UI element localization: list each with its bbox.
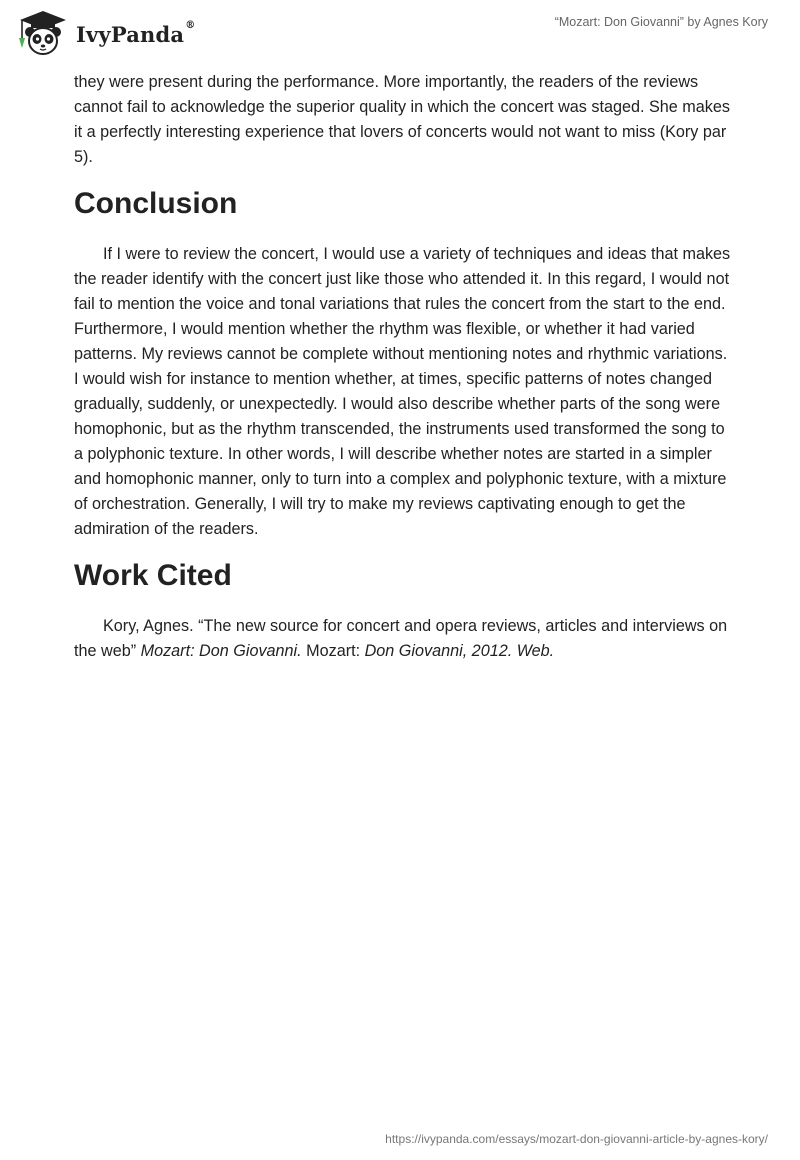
intro-paragraph: they were present during the performance. More importantly, the readers of the reviews cannot fail to acknowledge the superior quality in which the concert was staged. She makes it a perfectly interesting experience that lovers of concerts would not want to miss (Kory par 5). bbox=[74, 73, 730, 166]
citation-author-title: Kory, Agnes. “The new source for concert and opera reviews, articles and interviews on the web” bbox=[74, 617, 728, 660]
conclusion-heading: Conclusion bbox=[74, 187, 238, 220]
essay-content bbox=[74, 70, 734, 664]
citation-entry bbox=[74, 614, 734, 664]
page-header bbox=[0, 0, 800, 64]
conclusion-paragraph: If I were to review the concert, I would use a variety of techniques and ideas that makes the reader identify with the concert just like those who attended it. In this regard, I would not fail to mention the voice and tonal variations that rules the concert from the start to the end. Furthermore, I would mention whether the rhythm was flexible, or whether it had varied patterns. My reviews cannot be complete without mentioning notes and rhythmic variations. I would wish for instance to mention whether, at times, specific patterns of notes changed gradually, suddenly, or unexpectedly. I would also describe whether parts of the song were homophonic, but as the rhythm transcended, the instruments used transformed the song to a polyphonic texture. In other words, I will describe whether notes are started in a simpler and homophonic manner, only to turn into a complex and polyphonic texture, with a mixture of orchestration. Generally, I will try to make my reviews captivating enough to get the admiration of the readers. bbox=[74, 245, 731, 538]
panda-graduation-cap-icon bbox=[14, 8, 72, 58]
registered-mark: ® bbox=[185, 19, 196, 31]
citation-date-medium: Don Giovanni, 2012. Web. bbox=[364, 642, 555, 660]
brand-name: IvyPanda® bbox=[76, 19, 196, 47]
footer-source-url[interactable]: https://ivypanda.com/essays/mozart-don-giovanni-article-by-agnes-kory/ bbox=[385, 1132, 768, 1146]
ivypanda-logo[interactable] bbox=[14, 8, 195, 58]
citation-source-title: Mozart: Don Giovanni. bbox=[140, 642, 302, 660]
document-title: “Mozart: Don Giovanni” by Agnes Kory bbox=[554, 15, 768, 29]
citation-publisher: Mozart: bbox=[301, 642, 365, 660]
work-cited-heading: Work Cited bbox=[74, 559, 232, 592]
